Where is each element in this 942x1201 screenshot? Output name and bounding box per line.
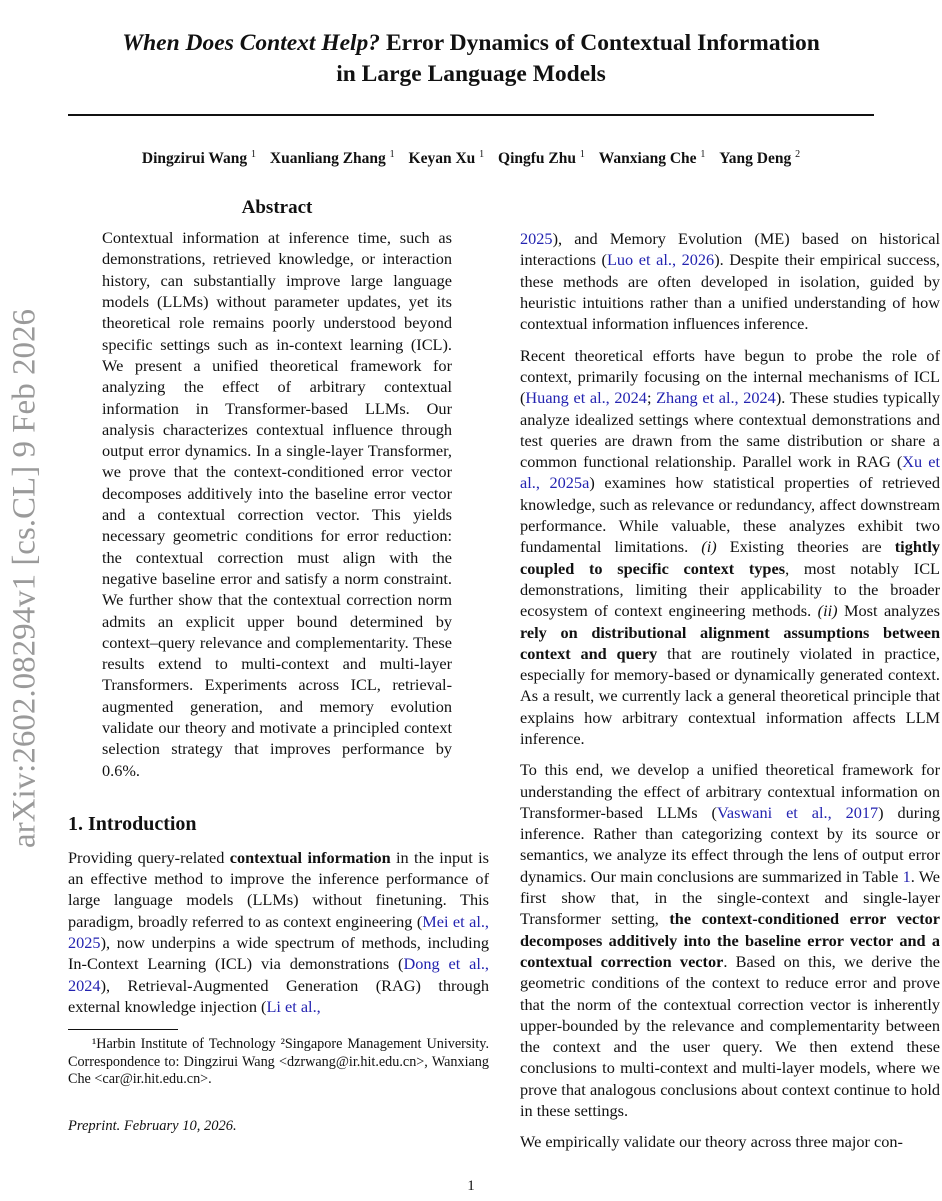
author bbox=[599, 150, 706, 167]
citation-link[interactable]: Dong et al., 2024 bbox=[68, 954, 489, 995]
abstract-text bbox=[102, 227, 452, 781]
footnote-rule bbox=[68, 1029, 178, 1030]
citation-link[interactable]: Mei et al., 2025 bbox=[68, 911, 489, 953]
author-name: Dingzirui Wang bbox=[141, 150, 248, 168]
text-run: To this end, we develop a unified theoretical framework for understanding the effect of arbitrary contextual information on Transformer-based LLMs ( bbox=[520, 760, 940, 822]
right-paragraph-4 bbox=[520, 1131, 940, 1152]
page-number: 1 bbox=[467, 1177, 475, 1194]
bold-text: tightly coupled to specific context types bbox=[520, 537, 940, 578]
intro-paragraph-1 bbox=[68, 847, 489, 1017]
italic-text: (i) bbox=[701, 537, 717, 557]
text-run: We empirically validate our theory across three major con- bbox=[520, 1132, 903, 1152]
citation-link[interactable]: Luo et al., 2026 bbox=[606, 250, 715, 270]
bold-text: contextual information bbox=[229, 847, 391, 867]
paper-title bbox=[60, 28, 882, 90]
author-affiliation: 1 bbox=[700, 149, 706, 160]
right-paragraph-3 bbox=[520, 759, 940, 1121]
author-name: Keyan Xu bbox=[408, 150, 476, 168]
left-column bbox=[68, 196, 489, 1135]
author-name: Xuanliang Zhang bbox=[269, 150, 386, 168]
text-run: Providing query-related bbox=[68, 847, 230, 867]
preprint-date: Preprint. February 10, 2026. bbox=[68, 1117, 237, 1134]
text-run: ) examines how statistical properties of retrieved knowledge, such as relevance or redundancy, affect downstream performance. While valuable, these analyzes exhibit two fundamental limitations. bbox=[520, 473, 941, 557]
text-run: ), and Memory Evolution (ME) based on historical interactions ( bbox=[520, 229, 940, 270]
author bbox=[142, 150, 256, 167]
right-paragraph-1 bbox=[520, 228, 940, 334]
author bbox=[270, 150, 395, 167]
title-rest: Error Dynamics of Contextual Information bbox=[385, 30, 820, 56]
author-name: Wanxiang Che bbox=[598, 150, 697, 168]
arxiv-side-label: arXiv:2602.08294v1 [cs.CL] 9 Feb 2026 bbox=[6, 309, 43, 848]
right-column bbox=[520, 196, 940, 1162]
author-list bbox=[40, 144, 902, 170]
two-column-body bbox=[0, 196, 942, 1162]
introduction-heading: 1. Introduction bbox=[68, 812, 197, 835]
citation-link[interactable]: 1 bbox=[902, 866, 911, 886]
bold-text: rely on distributional alignment assumptions between context and query bbox=[520, 622, 940, 663]
citation-link[interactable]: Li et al., bbox=[266, 996, 321, 1016]
author bbox=[719, 150, 800, 167]
text-run: ), Retrieval-Augmented Generation (RAG) through external knowledge injection ( bbox=[68, 975, 489, 1016]
text-run: ). These studies typically analyze idealized settings where contextual demonstrations and test queries are drawn from the same distribution or share a common functional relationship. Parallel work in RAG ( bbox=[520, 388, 940, 472]
affiliation-footnote: ¹Harbin Institute of Technology ²Singapore Management University. Correspondence to: Dingzirui Wang <dzrwang@ir.hit.edu.cn>, Wanxiang Che <car@ir.hit.edu.cn>. bbox=[68, 1036, 489, 1088]
title-rule bbox=[68, 114, 874, 116]
text-run: . We first show that, in the single-context and single-layer Transformer setting, bbox=[520, 866, 940, 929]
author bbox=[498, 150, 585, 167]
title-line2: in Large Language Models bbox=[336, 61, 606, 87]
author-affiliation: 1 bbox=[251, 149, 257, 160]
text-run: Recent theoretical efforts have begun to probe the role of context, primarily focusing on the internal mechanisms of ICL ( bbox=[520, 345, 940, 408]
text-run: ), now underpins a wide spectrum of methods, including In-Context Learning (ICL) via demonstrations ( bbox=[68, 933, 489, 974]
author-affiliation: 2 bbox=[795, 149, 801, 160]
right-paragraph-2 bbox=[520, 345, 940, 750]
citation-link[interactable]: Vaswani et al., 2017 bbox=[716, 802, 879, 822]
text-run: , most notably ICL demonstrations, limiting their applicability to the broader ecosystem of context engineering methods. bbox=[520, 558, 940, 621]
author bbox=[409, 150, 485, 167]
author-name: Yang Deng bbox=[719, 150, 792, 168]
citation-link[interactable]: Xu et al., 2025a bbox=[520, 452, 941, 493]
author-affiliation: 1 bbox=[389, 149, 395, 160]
abstract-heading: Abstract bbox=[241, 197, 313, 219]
text-run: Contextual information at inference time, such as demonstrations, retrieved knowledge, or interaction history, can substantially improve large language models (LLMs) without parameter updates, yet its theoretical role remains poorly understood beyond specific settings such as in-context learning (ICL). We present a unified theoretical framework for analyzing the effect of arbitrary contextual information in Transformer-based LLMs. Our analysis characterizes contextual influence through output error dynamics. In a single-layer Transformer, we prove that the context-conditioned error vector decomposes additively into the baseline error vector and a contextual correction vector. This yields necessary geometric conditions for error reduction: the contextual correction must align with the negative baseline error and satisfy a norm constraint. We further show that the contextual correction norm admits an explicit upper bound determined by context–query relevance and complementarity. These results extend to multi-context and multi-layer Transformers. Experiments across ICL, retrieval-augmented generation, and memory evolution validate our theory and motivate a principled context selection strategy that improves performance by 0.6%. bbox=[102, 228, 452, 780]
text-run: Existing theories are bbox=[716, 537, 895, 557]
text-run: . Based on this, we derive the geometric conditions of the context to reduce error and prove that the norm of the contextual correction vector is inherently upper-bounded by the relevance and complementarity between the context and the user query. We then extend these conclusions to multi-context and multi-layer models, where we prove that analogous conclusions about context continue to hold in these settings. bbox=[520, 951, 940, 1121]
title-italic: When Does Context Help? bbox=[122, 30, 381, 56]
citation-link[interactable]: Zhang et al., 2024 bbox=[656, 388, 776, 408]
text-run: ). Despite their empirical success, these methods are often developed in isolation, guided by heuristic intuitions rather than a unified understanding of how contextual information influences inference. bbox=[520, 250, 940, 334]
author-affiliation: 1 bbox=[579, 149, 585, 160]
text-run: in the input is an effective method to improve the inference performance of large language models (LLMs) without finetuning. This paradigm, broadly referred to as context engineering ( bbox=[68, 847, 489, 931]
italic-text: (ii) bbox=[817, 601, 838, 621]
citation-link[interactable]: Huang et al., 2024 bbox=[525, 388, 647, 408]
citation-link[interactable]: 2025 bbox=[520, 229, 553, 249]
author-affiliation: 1 bbox=[479, 149, 485, 160]
bold-text: the context-conditioned error vector decomposes additively into the baseline error vector and a contextual correction vector bbox=[520, 909, 940, 971]
text-run: ; bbox=[646, 388, 657, 408]
author-name: Qingfu Zhu bbox=[498, 150, 577, 168]
text-run: ) during inference. Rather than categorizing context by its source or semantics, we analyze its effect through the lens of output error dynamics. Our main conclusions are summarized in Table bbox=[520, 802, 941, 886]
text-run: Most analyzes bbox=[837, 601, 940, 621]
text-run: that are routinely violated in practice, especially for memory-based or dynamically generated context. As a result, we currently lack a general theoretical principle that explains how arbitrary contextual information affects LLM inference. bbox=[520, 643, 940, 748]
